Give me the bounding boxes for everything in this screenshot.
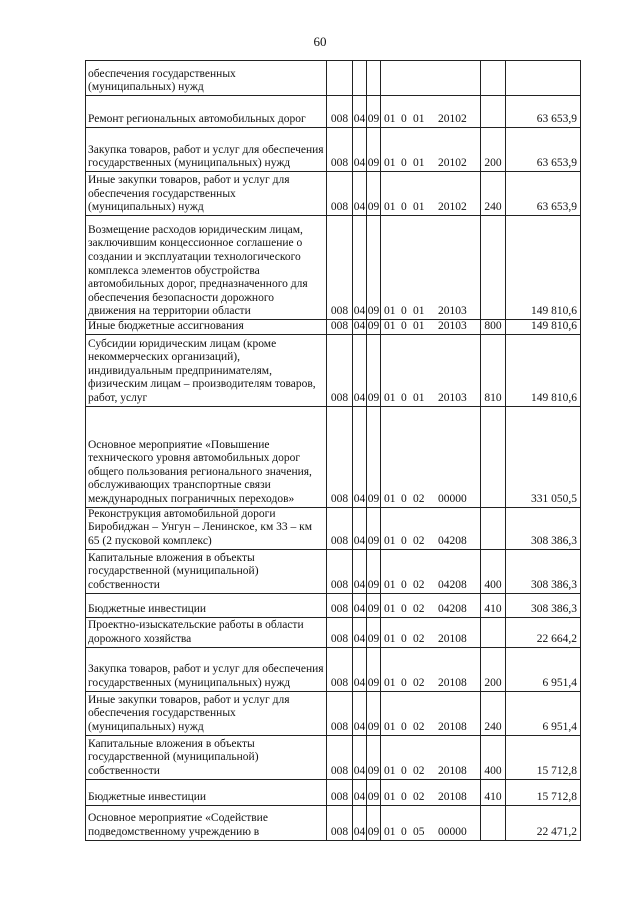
subsection-code-cell: 09 [367, 507, 381, 549]
amount-cell: 308 386,3 [506, 549, 581, 593]
row-name-cell: Иные закупки товаров, работ и услуг для обеспечения государственных (муниципальных) нужд [86, 172, 327, 216]
subsection-code-cell: 09 [367, 320, 381, 335]
event-code: 02 [413, 677, 425, 689]
budget-table [85, 60, 581, 841]
program-code: 01 [384, 826, 396, 838]
grbs-code-cell: 008 [327, 691, 353, 735]
section-code-cell: 04 [353, 617, 367, 647]
expense-type-cell [481, 61, 506, 96]
expense-type-cell [481, 96, 506, 128]
subsection-code-cell: 09 [367, 805, 381, 840]
target-article-cell [381, 96, 481, 128]
table-row [86, 593, 581, 617]
event-code: 01 [413, 113, 425, 126]
expense-type-cell: 200 [481, 647, 506, 691]
direction-code: 20102 [438, 113, 467, 126]
subsection-code-cell: 09 [367, 406, 381, 507]
expense-type-cell [481, 216, 506, 320]
grbs-code-cell: 008 [327, 96, 353, 128]
direction-code: 20103 [438, 305, 467, 318]
grbs-code-cell: 008 [327, 593, 353, 617]
grbs-code-cell: 008 [327, 507, 353, 549]
expense-type-cell: 400 [481, 735, 506, 779]
subsection-code-cell: 09 [367, 617, 381, 647]
target-article-cell [381, 61, 481, 96]
amount-cell: 22 471,2 [506, 805, 581, 840]
section-code-cell: 04 [353, 735, 367, 779]
direction-code: 20103 [438, 320, 467, 332]
event-code: 02 [413, 579, 425, 591]
amount-cell: 15 712,8 [506, 779, 581, 805]
target-article-cell [381, 805, 481, 840]
expense-type-cell: 400 [481, 549, 506, 593]
subprogram-code: 0 [401, 579, 407, 591]
expense-type-cell: 240 [481, 691, 506, 735]
grbs-code-cell: 008 [327, 735, 353, 779]
event-code: 01 [413, 320, 425, 332]
direction-code: 20108 [438, 721, 467, 733]
target-article-cell [381, 735, 481, 779]
section-code-cell: 04 [353, 779, 367, 805]
amount-cell: 331 050,5 [506, 406, 581, 507]
subprogram-code: 0 [401, 765, 407, 777]
program-code: 01 [384, 392, 396, 404]
amount-cell: 63 653,9 [506, 128, 581, 172]
amount-cell: 308 386,3 [506, 593, 581, 617]
event-code: 01 [413, 201, 425, 214]
event-code: 02 [413, 633, 425, 645]
row-name-cell: Субсидии юридическим лицам (кроме некоммерческих организаций), индивидуальным предпринимателям, физическим лицам – производителям товаров, работ, услуг [86, 334, 327, 406]
subprogram-code: 0 [401, 535, 407, 547]
subsection-code-cell: 09 [367, 216, 381, 320]
direction-code: 04208 [438, 535, 467, 547]
row-name-cell: Закупка товаров, работ и услуг для обеспечения государственных (муниципальных) нужд [86, 128, 327, 172]
target-article-cell [381, 128, 481, 172]
event-code: 02 [413, 765, 425, 777]
section-code-cell: 04 [353, 507, 367, 549]
event-code: 01 [413, 305, 425, 318]
target-article-cell [381, 617, 481, 647]
table-row [86, 61, 581, 96]
table-row [86, 507, 581, 549]
target-article-cell [381, 320, 481, 335]
grbs-code-cell: 008 [327, 779, 353, 805]
amount-cell [506, 61, 581, 96]
row-name-cell: Основное мероприятие «Содействие подведомственному учреждению в [86, 805, 327, 840]
table-row [86, 805, 581, 840]
amount-cell: 308 386,3 [506, 507, 581, 549]
table-row [86, 172, 581, 216]
row-name-cell: обеспечения государственных (муниципальных) нужд [86, 61, 327, 96]
table-row [86, 617, 581, 647]
target-article-cell [381, 593, 481, 617]
grbs-code-cell: 008 [327, 549, 353, 593]
table-row [86, 216, 581, 320]
program-code: 01 [384, 305, 396, 318]
section-code-cell [353, 61, 367, 96]
row-name-cell: Основное мероприятие «Повышение технического уровня автомобильных дорог общего пользования регионального значения, обслуживающих транспортные связи международных пограничных переходов» [86, 406, 327, 507]
subprogram-code: 0 [401, 392, 407, 404]
program-code: 01 [384, 677, 396, 689]
grbs-code-cell: 008 [327, 617, 353, 647]
subprogram-code: 0 [401, 305, 407, 318]
expense-type-cell: 800 [481, 320, 506, 335]
table-row [86, 406, 581, 507]
table-row [86, 96, 581, 128]
subprogram-code: 0 [401, 677, 407, 689]
expense-type-cell: 240 [481, 172, 506, 216]
amount-cell: 6 951,4 [506, 647, 581, 691]
expense-type-cell: 200 [481, 128, 506, 172]
event-code: 02 [413, 603, 425, 615]
row-name-cell: Бюджетные инвестиции [86, 779, 327, 805]
subsection-code-cell: 09 [367, 334, 381, 406]
subsection-code-cell: 09 [367, 172, 381, 216]
row-name-cell: Закупка товаров, работ и услуг для обеспечения государственных (муниципальных) нужд [86, 647, 327, 691]
table-row [86, 691, 581, 735]
table-row [86, 320, 581, 335]
subsection-code-cell: 09 [367, 549, 381, 593]
table-row [86, 549, 581, 593]
subsection-code-cell: 09 [367, 735, 381, 779]
subprogram-code: 0 [401, 157, 407, 170]
target-article-cell [381, 691, 481, 735]
section-code-cell: 04 [353, 406, 367, 507]
page-number: 60 [313, 34, 327, 49]
direction-code: 00000 [438, 493, 467, 505]
grbs-code-cell: 008 [327, 334, 353, 406]
subprogram-code: 0 [401, 791, 407, 803]
target-article-cell [381, 647, 481, 691]
grbs-code-cell: 008 [327, 172, 353, 216]
direction-code: 20108 [438, 677, 467, 689]
program-code: 01 [384, 579, 396, 591]
section-code-cell: 04 [353, 805, 367, 840]
amount-cell: 149 810,6 [506, 320, 581, 335]
section-code-cell: 04 [353, 334, 367, 406]
target-article-cell [381, 216, 481, 320]
amount-cell: 63 653,9 [506, 96, 581, 128]
expense-type-cell: 810 [481, 334, 506, 406]
expense-type-cell [481, 617, 506, 647]
target-article-cell [381, 549, 481, 593]
program-code: 01 [384, 721, 396, 733]
subprogram-code: 0 [401, 603, 407, 615]
subprogram-code: 0 [401, 493, 407, 505]
program-code: 01 [384, 765, 396, 777]
amount-cell: 149 810,6 [506, 216, 581, 320]
subsection-code-cell: 09 [367, 647, 381, 691]
event-code: 02 [413, 493, 425, 505]
program-code: 01 [384, 201, 396, 214]
row-name-cell: Ремонт региональных автомобильных дорог [86, 96, 327, 128]
section-code-cell: 04 [353, 691, 367, 735]
subprogram-code: 0 [401, 633, 407, 645]
amount-cell: 63 653,9 [506, 172, 581, 216]
program-code: 01 [384, 603, 396, 615]
row-name-cell: Иные бюджетные ассигнования [86, 320, 327, 335]
direction-code: 20108 [438, 765, 467, 777]
program-code: 01 [384, 320, 396, 332]
event-code: 02 [413, 535, 425, 547]
section-code-cell: 04 [353, 216, 367, 320]
target-article-cell [381, 406, 481, 507]
grbs-code-cell: 008 [327, 647, 353, 691]
event-code: 01 [413, 392, 425, 404]
direction-code: 04208 [438, 579, 467, 591]
event-code: 02 [413, 791, 425, 803]
direction-code: 20103 [438, 392, 467, 404]
subsection-code-cell: 09 [367, 128, 381, 172]
amount-cell: 22 664,2 [506, 617, 581, 647]
table-row [86, 128, 581, 172]
section-code-cell: 04 [353, 549, 367, 593]
amount-cell: 15 712,8 [506, 735, 581, 779]
table-row [86, 779, 581, 805]
program-code: 01 [384, 157, 396, 170]
direction-code: 20102 [438, 157, 467, 170]
section-code-cell: 04 [353, 320, 367, 335]
subprogram-code: 0 [401, 113, 407, 126]
subsection-code-cell [367, 61, 381, 96]
expense-type-cell: 410 [481, 779, 506, 805]
subsection-code-cell: 09 [367, 779, 381, 805]
row-name-cell: Иные закупки товаров, работ и услуг для обеспечения государственных (муниципальных) нужд [86, 691, 327, 735]
direction-code: 00000 [438, 826, 467, 838]
program-code: 01 [384, 633, 396, 645]
subprogram-code: 0 [401, 721, 407, 733]
row-name-cell: Капитальные вложения в объекты государственной (муниципальной) собственности [86, 735, 327, 779]
amount-cell: 149 810,6 [506, 334, 581, 406]
direction-code: 04208 [438, 603, 467, 615]
amount-cell: 6 951,4 [506, 691, 581, 735]
grbs-code-cell: 008 [327, 805, 353, 840]
subsection-code-cell: 09 [367, 691, 381, 735]
grbs-code-cell: 008 [327, 320, 353, 335]
row-name-cell: Бюджетные инвестиции [86, 593, 327, 617]
event-code: 01 [413, 157, 425, 170]
row-name-cell: Капитальные вложения в объекты государственной (муниципальной) собственности [86, 549, 327, 593]
subprogram-code: 0 [401, 826, 407, 838]
row-name-cell: Проектно-изыскательские работы в области дорожного хозяйства [86, 617, 327, 647]
expense-type-cell [481, 507, 506, 549]
expense-type-cell [481, 406, 506, 507]
section-code-cell: 04 [353, 172, 367, 216]
table-body [86, 61, 581, 841]
target-article-cell [381, 172, 481, 216]
section-code-cell: 04 [353, 593, 367, 617]
subsection-code-cell: 09 [367, 96, 381, 128]
direction-code: 20108 [438, 791, 467, 803]
row-name-cell: Реконструкция автомобильной дороги Биробиджан – Унгун – Ленинское, км 33 – км 65 (2 пусковой комплекс) [86, 507, 327, 549]
subprogram-code: 0 [401, 320, 407, 332]
program-code: 01 [384, 791, 396, 803]
grbs-code-cell: 008 [327, 128, 353, 172]
target-article-cell [381, 334, 481, 406]
grbs-code-cell: 008 [327, 406, 353, 507]
expense-type-cell [481, 805, 506, 840]
expense-type-cell: 410 [481, 593, 506, 617]
target-article-cell [381, 779, 481, 805]
table-row [86, 735, 581, 779]
section-code-cell: 04 [353, 128, 367, 172]
section-code-cell: 04 [353, 96, 367, 128]
grbs-code-cell: 008 [327, 216, 353, 320]
event-code: 02 [413, 721, 425, 733]
table-row [86, 334, 581, 406]
target-article-cell [381, 507, 481, 549]
grbs-code-cell [327, 61, 353, 96]
direction-code: 20102 [438, 201, 467, 214]
program-code: 01 [384, 535, 396, 547]
subprogram-code: 0 [401, 201, 407, 214]
table-row [86, 647, 581, 691]
program-code: 01 [384, 493, 396, 505]
direction-code: 20108 [438, 633, 467, 645]
section-code-cell: 04 [353, 647, 367, 691]
program-code: 01 [384, 113, 396, 126]
event-code: 05 [413, 826, 425, 838]
subsection-code-cell: 09 [367, 593, 381, 617]
row-name-cell: Возмещение расходов юридическим лицам, заключившим концессионное соглашение о создании и эксплуатации технологического комплекса элементов обустройства автомобильных дорог, предназначенного для обеспечения безопасности дорожного движения на территории области [86, 216, 327, 320]
